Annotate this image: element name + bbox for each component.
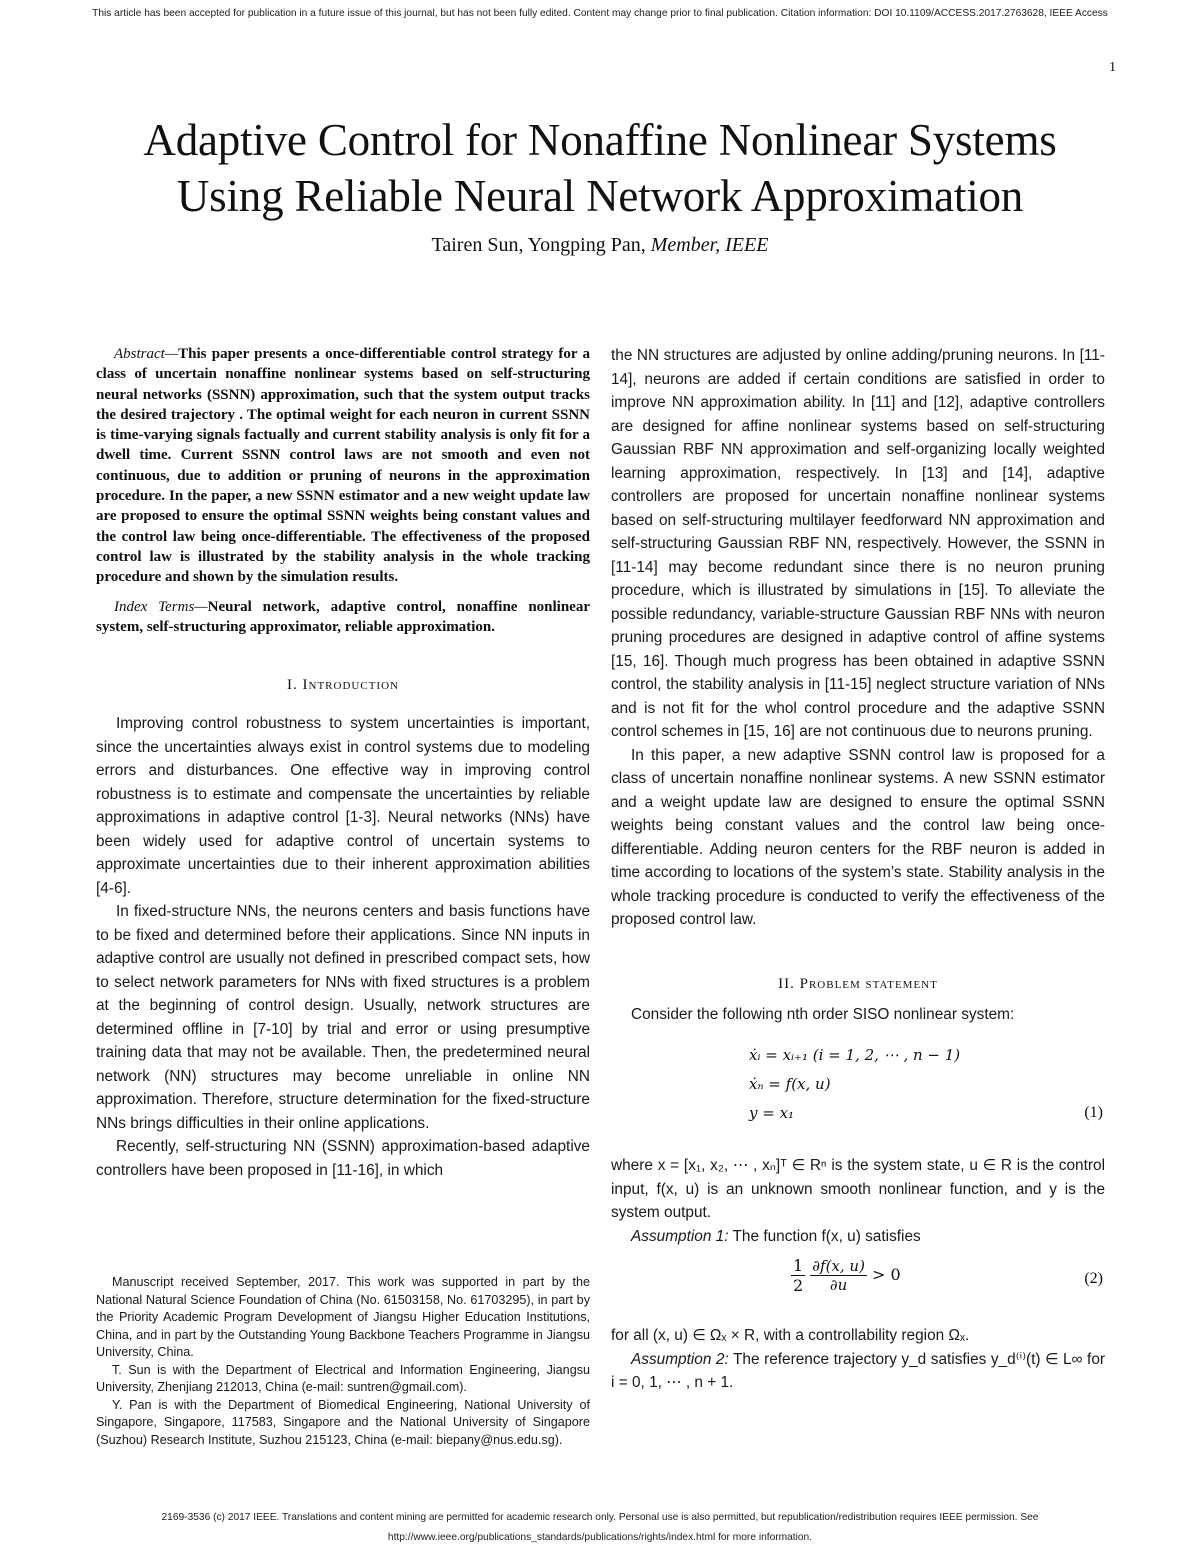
footnote-author-pan: Y. Pan is with the Department of Biomedical Engineering, National University of Singapore, Singapore, 117583, Singapore and the National University of Singapore (Suzhou) Research Institute, Suzhou 215123, China (e-mail: biepany@nus.edu.sg). [96, 1397, 590, 1447]
abstract [96, 344, 590, 588]
equation-2-half-numerator: 1 [793, 1256, 804, 1275]
equation-2-denominator: ∂u [829, 1276, 848, 1294]
journal-header-note: This article has been accepted for publication in a future issue of this journal, but has not been fully edited. Content may change prior to final publication. Citation information: DOI 10.1109/ACCESS.2017.2763628, IEEE Access [92, 8, 1108, 19]
equation-2-expression [791, 1256, 901, 1295]
equation-1-number: (1) [1084, 1104, 1103, 1121]
intro-paragraph-2: In fixed-structure NNs, the neurons centers and basis functions have to be fixed and determined before their applications. Since NN inputs in adaptive control are usually not defined in prescribed compact sets, how to select network parameters for NNs with fixed structures is a problem at the beginning of control design. Usually, network structures are determined offline in [7-10] by trial and error or using presumptive training data that may not be available. Then, the predetermined neural network (NN) structures may become unreliable in online NN approximation. Therefore, structure determination for the fixed-structure NNs brings difficulties in their online applications. [96, 903, 590, 1132]
copyright-footer-line-1: 2169-3536 (c) 2017 IEEE. Translations and content mining are permitted for academic research only. Personal use is also permitted, but republication/redistribution requires IEEE permission. See [161, 1512, 1039, 1523]
equation-2-number: (2) [1084, 1270, 1103, 1287]
right-column [611, 344, 1105, 1395]
intro-paragraph-1: Improving control robustness to system uncertainties is important, since the uncertainties always exist in control systems due to modeling errors and disturbances. One effective way in improving control robustness is to estimate and compensate the uncertainties by reliable approximations in adaptive control [1-3]. Neural networks (NNs) have been widely used for adaptive control of uncertain systems to approximate uncertainties due to their inherent approximation abilities [4-6]. [96, 715, 590, 897]
right-paragraph-1: the NN structures are adjusted by online adding/pruning neurons. In [11-14], neurons are added if certain conditions are satisfied in order to improve NN approximation ability. In [11] and [12], adaptive controllers are designed for affine nonlinear systems based on self-structuring Gaussian RBF NN approximation and self-organizing locally weighted learning approximation, respectively. In [13] and [14], adaptive controllers are proposed for uncertain nonaffine nonlinear systems based on self-structuring multilayer feedforward NN approximation and self-structuring Gaussian RBF NN, respectively. However, the SSNN in [11-14] may become redundant since there is no neuron pruning procedure, which is illustrated by simulations in [15]. To alleviate the possible redundancy, variable-structure Gaussian RBF NNs with neuron pruning procedures are designed in adaptive control of affine systems [15, 16]. Though much progress has been obtained in adaptive SSNN control, the stability analysis in [11-15] neglect structure variation of NNs and is not fit for the whol control procedure and the adaptive SSNN control schemes in [15, 16] are not continuous due to neurons pruning. [611, 347, 1105, 740]
page-number: 1 [1109, 60, 1116, 75]
title-line-2: Using Reliable Neural Network Approximation [176, 171, 1024, 221]
index-terms [96, 597, 590, 638]
section-heading-problem-statement: II. Problem statement [778, 975, 938, 992]
assumption-2-text: The reference trajectory y_d satisfies y_d⁽ⁱ⁾(t) ∈ L∞ for i = 0, 1, ⋯ , n + 1. [611, 1350, 1105, 1391]
copyright-footer-line-2: http://www.ieee.org/publications_standards/publications/rights/index.html for more information. [387, 1532, 813, 1543]
footnote-author-sun: T. Sun is with the Department of Electrical and Information Engineering, Jiangsu University, Zhenjiang 212013, China (e-mail: suntren@gmail.com). [96, 1362, 590, 1394]
author-line [60, 234, 1140, 257]
problem-intro: Consider the following nth order SISO nonlinear system: [631, 1005, 1015, 1023]
equation-2-rhs: > 0 [872, 1265, 901, 1284]
right-paragraph-2: In this paper, a new adaptive SSNN control law is proposed for a class of uncertain nonaffine nonlinear systems. A new SSNN estimator and a weight update law are designed to ensure the optimal SSNN weights being constant values and the control law being once-differentiable. Adding neuron centers for the RBF neuron is added in time according to locations of the system’s state. Stability analysis in the whole tracking procedure is conducted to verify the effectiveness of the proposed control law. [611, 746, 1105, 928]
assumption-1-label: Assumption 1: [631, 1227, 729, 1245]
section-heading-introduction: I. Introduction [287, 677, 399, 694]
problem-forall-text: for all (x, u) ∈ Ωₓ × R, with a controllability region Ωₓ. [611, 1327, 970, 1344]
assumption-2 [611, 1348, 1105, 1395]
equation-1-line-3: y = x₁ [749, 1104, 795, 1122]
index-terms-lead: Index Terms— [114, 598, 208, 615]
author-membership: Member, IEEE [650, 234, 769, 256]
equation-2-numerator: ∂f(x, u) [812, 1257, 865, 1275]
index-terms-text: Neural network, adaptive control, nonaffine nonlinear system, self-structuring approximator, reliable approximation. [96, 598, 590, 635]
equation-2-half-denominator: 2 [793, 1276, 804, 1295]
equation-2-partial-fraction [810, 1257, 867, 1294]
equation-2-half [791, 1256, 805, 1295]
equation-1-line-1: ẋᵢ = xᵢ₊₁ (i = 1, 2, ⋯ , n − 1) [749, 1046, 961, 1064]
assumption-2-label: Assumption 2: [631, 1350, 729, 1368]
equation-2 [611, 1256, 1105, 1322]
abstract-text: This paper presents a once-differentiable control strategy for a class of uncertain nonaffine nonlinear systems based on self-structuring neural networks (SSNN) approximation, such that the system output tracks the desired trajectory . The optimal weight for each neuron in current SSNN is time-varying signals factually and current stability analysis is only fit for a dwell time. Current SSNN control laws are not smooth and even not continuous, due to addition or pruning of neurons in the approximation procedure. In the paper, a new SSNN estimator and a new weight update law are proposed to ensure the optimal SSNN weights being constant values and the control law being once-differentiable. The effectiveness of the proposed control law is illustrated by the stability analysis in the whole tracking procedure and shown by the simulation results. [96, 346, 590, 586]
footnote-manuscript: Manuscript received September, 2017. This work was supported in part by the National Natural Science Foundation of China (No. 61503158, No. 61703295), in part by the Priority Academic Program Development of Jiangsu Higher Education Institutions, China, and in part by the Outstanding Young Backbone Teachers Programme in Jiangsu University, China. [96, 1275, 590, 1359]
abstract-lead: Abstract— [114, 346, 179, 362]
equation-1 [611, 1034, 1105, 1154]
paper-title [60, 112, 1140, 224]
problem-where-text: where x = [x₁, x₂, ⋯ , xₙ]ᵀ ∈ Rⁿ is the system state, u ∈ R is the control input, f(x, u) is an unknown smooth nonlinear function, and y is the system output. [611, 1157, 1105, 1221]
assumption-1 [611, 1225, 1105, 1249]
footnotes [96, 1274, 590, 1449]
equation-1-line-2: ẋₙ = f(x, u) [749, 1075, 831, 1093]
intro-paragraph-3: Recently, self-structuring NN (SSNN) approximation-based adaptive controllers have been proposed in [11-16], in which [96, 1138, 590, 1179]
left-column [96, 344, 590, 1182]
title-line-1: Adaptive Control for Nonaffine Nonlinear Systems [143, 115, 1057, 165]
author-names: Tairen Sun, Yongping Pan, [431, 234, 651, 256]
assumption-1-text: The function f(x, u) satisfies [728, 1227, 921, 1245]
